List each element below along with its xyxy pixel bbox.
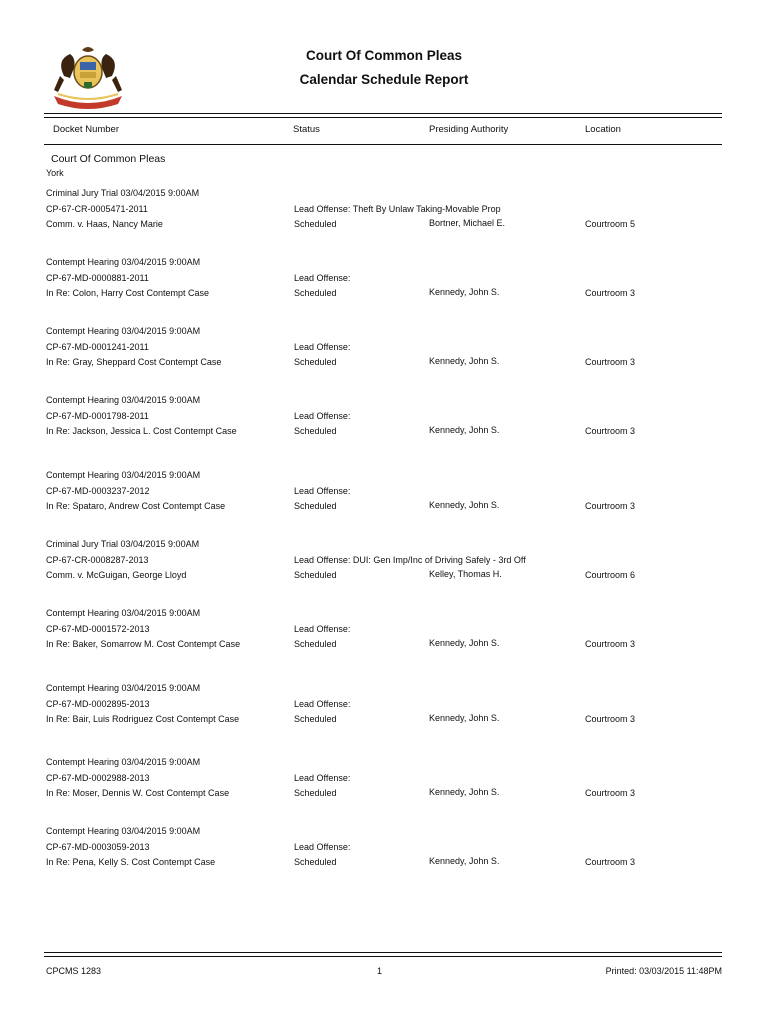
entry-status: Scheduled xyxy=(294,219,337,229)
entry-status: Scheduled xyxy=(294,288,337,298)
column-header-location: Location xyxy=(585,124,621,135)
entry-location: Courtroom 5 xyxy=(585,219,636,229)
entry-docket: CP-67-MD-0002895-2013 xyxy=(46,698,150,709)
entry-location: Courtroom 3 xyxy=(585,288,636,298)
entry-location: Courtroom 3 xyxy=(585,714,636,724)
entry-caption: In Re: Baker, Somarrow M. Cost Contempt Case xyxy=(46,639,241,649)
entry-caption: In Re: Gray, Sheppard Cost Contempt Case xyxy=(46,357,222,367)
entry-offense: Lead Offense: xyxy=(294,273,351,283)
section-county: York xyxy=(46,168,64,178)
entry-status: Scheduled xyxy=(294,857,337,867)
entry-event: Contempt Hearing 03/04/2015 9:00AM xyxy=(46,326,201,336)
entry-location: Courtroom 3 xyxy=(585,788,636,798)
entry-event: Contempt Hearing 03/04/2015 9:00AM xyxy=(46,826,201,836)
entry-judge: Kennedy, John S. xyxy=(429,425,500,435)
entry-offense: Lead Offense: Theft By Unlaw Taking-Movable Prop xyxy=(294,204,501,214)
entry-docket: CP-67-CR-0005471-2011 xyxy=(46,203,148,214)
entry-event: Contempt Hearing 03/04/2015 9:00AM xyxy=(46,257,201,267)
entry-status: Scheduled xyxy=(294,639,337,649)
entry-offense: Lead Offense: xyxy=(294,624,351,634)
entry-docket: CP-67-MD-0002988-2013 xyxy=(46,772,150,783)
entry-docket: CP-67-MD-0003237-2012 xyxy=(46,485,150,496)
column-header-docket: Docket Number xyxy=(53,124,119,135)
entry-caption: Comm. v. Haas, Nancy Marie xyxy=(46,219,163,229)
entry-judge: Kelley, Thomas H. xyxy=(429,569,502,579)
entry-judge: Bortner, Michael E. xyxy=(429,218,506,228)
entry-status: Scheduled xyxy=(294,501,337,511)
entry-event: Contempt Hearing 03/04/2015 9:00AM xyxy=(46,757,201,767)
entry-docket: CP-67-MD-0001572-2013 xyxy=(46,623,150,634)
entry-offense: Lead Offense: xyxy=(294,773,351,783)
entry-event: Contempt Hearing 03/04/2015 9:00AM xyxy=(46,395,201,405)
entry-event: Criminal Jury Trial 03/04/2015 9:00AM xyxy=(46,539,200,549)
entry-caption: In Re: Spataro, Andrew Cost Contempt Case xyxy=(46,501,226,511)
entry-offense: Lead Offense: xyxy=(294,486,351,496)
entry-location: Courtroom 6 xyxy=(585,570,636,580)
entry-judge: Kennedy, John S. xyxy=(429,638,500,648)
entry-event: Contempt Hearing 03/04/2015 9:00AM xyxy=(46,608,201,618)
entry-location: Courtroom 3 xyxy=(585,857,636,867)
header-rule-top xyxy=(44,113,722,114)
entry-caption: In Re: Moser, Dennis W. Cost Contempt Case xyxy=(46,788,230,798)
entry-status: Scheduled xyxy=(294,357,337,367)
entry-caption: In Re: Bair, Luis Rodriguez Cost Contempt Case xyxy=(46,714,240,724)
footer-rule-bottom xyxy=(44,956,722,957)
report-subtitle: Calendar Schedule Report xyxy=(299,72,469,87)
column-header-status: Status xyxy=(293,124,320,135)
footer-page-number: 1 xyxy=(377,966,383,976)
entry-caption: Comm. v. McGuigan, George Lloyd xyxy=(46,570,187,580)
entry-docket: CP-67-MD-0001241-2011 xyxy=(46,341,149,352)
entry-caption: In Re: Jackson, Jessica L. Cost Contempt Case xyxy=(46,426,237,436)
entry-location: Courtroom 3 xyxy=(585,639,636,649)
entry-judge: Kennedy, John S. xyxy=(429,356,500,366)
entry-location: Courtroom 3 xyxy=(585,501,636,511)
entry-event: Contempt Hearing 03/04/2015 9:00AM xyxy=(46,470,201,480)
entry-event: Criminal Jury Trial 03/04/2015 9:00AM xyxy=(46,188,200,198)
entry-docket: CP-67-MD-0000881-2011 xyxy=(46,272,149,283)
footer-rule-top xyxy=(44,952,722,953)
entry-caption: In Re: Pena, Kelly S. Cost Contempt Case xyxy=(46,857,216,867)
footer-printed-date: Printed: 03/03/2015 11:48PM xyxy=(605,966,722,976)
entry-judge: Kennedy, John S. xyxy=(429,713,500,723)
entry-offense: Lead Offense: xyxy=(294,342,351,352)
header-rule-bottom xyxy=(44,144,722,145)
entry-judge: Kennedy, John S. xyxy=(429,787,500,797)
entry-docket: CP-67-MD-0003059-2013 xyxy=(46,841,150,852)
entry-status: Scheduled xyxy=(294,788,337,798)
header-rule-top-2 xyxy=(44,117,722,118)
entry-docket: CP-67-MD-0001798-2011 xyxy=(46,410,149,421)
report-title: Court Of Common Pleas xyxy=(305,48,462,63)
column-header-presiding: Presiding Authority xyxy=(429,124,509,135)
section-court-name: Court Of Common Pleas xyxy=(51,153,166,165)
entry-judge: Kennedy, John S. xyxy=(429,500,500,510)
entry-offense: Lead Offense: xyxy=(294,411,351,421)
entry-offense: Lead Offense: xyxy=(294,699,351,709)
entry-location: Courtroom 3 xyxy=(585,357,636,367)
entry-status: Scheduled xyxy=(294,570,337,580)
entry-status: Scheduled xyxy=(294,714,337,724)
entry-status: Scheduled xyxy=(294,426,337,436)
entry-docket: CP-67-CR-0008287-2013 xyxy=(46,554,149,565)
entry-judge: Kennedy, John S. xyxy=(429,856,500,866)
entry-caption: In Re: Colon, Harry Cost Contempt Case xyxy=(46,288,210,298)
entry-location: Courtroom 3 xyxy=(585,426,636,436)
entry-offense: Lead Offense: DUI: Gen Imp/Inc of Driving Safely - 3rd Off xyxy=(294,555,526,565)
entry-event: Contempt Hearing 03/04/2015 9:00AM xyxy=(46,683,201,693)
entry-offense: Lead Offense: xyxy=(294,842,351,852)
footer-form-number: CPCMS 1283 xyxy=(46,966,102,976)
entry-judge: Kennedy, John S. xyxy=(429,287,500,297)
